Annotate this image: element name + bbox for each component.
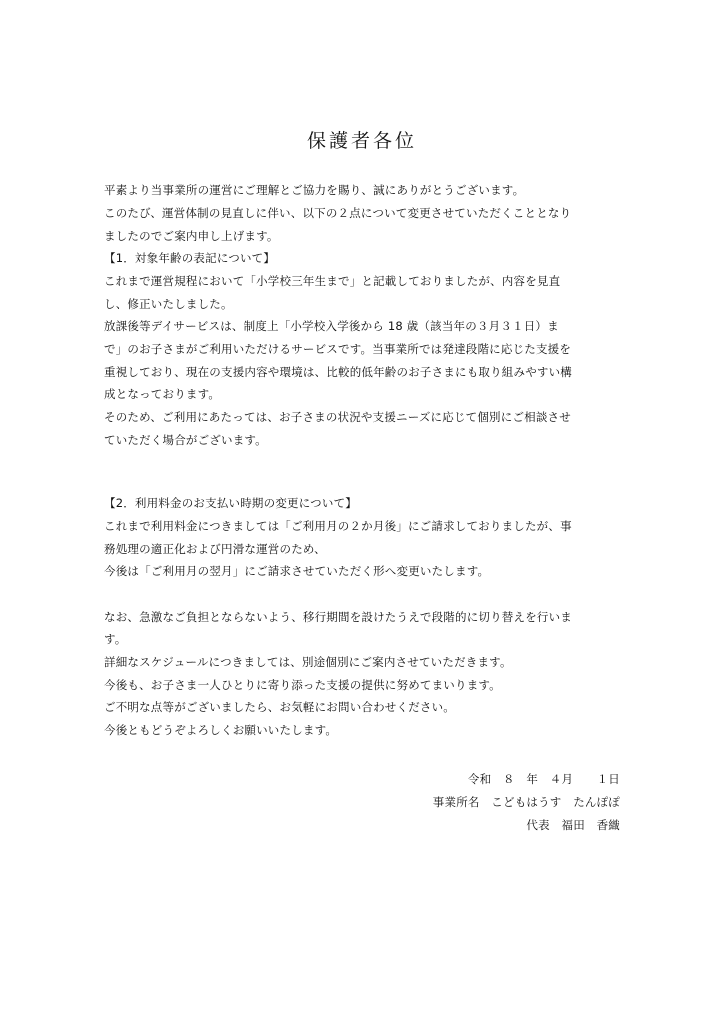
body-line: で」のお子さまがご利用いただけるサービスです。当事業所では発達段階に応じた支援を <box>104 342 572 356</box>
body-line: 務処理の適正化および円滑な運営のため、 <box>104 542 326 556</box>
body-line: 放課後等デイサービスは、制度上「小学校入学後から 18 歳（該当年の３月３１日）ま <box>104 319 559 333</box>
page-title: 保護者各位 <box>306 130 417 152</box>
body-line: 今後も、お子さま一人ひとりに寄り添った支援の提供に努めてまいります。 <box>104 678 501 692</box>
body-line: す。 <box>104 632 127 646</box>
body-line: これまで運営規程において「小学校三年生まで」と記載しておりましたが、内容を見直 <box>104 274 561 288</box>
body-line: し、修正いたしました。 <box>104 297 233 311</box>
body-line: ご不明な点等がございましたら、お気軽にお問い合わせください。 <box>104 700 455 714</box>
body-line: 今後ともどうぞよろしくお願いいたします。 <box>104 723 338 737</box>
date: 令和 ８ 年 ４月 １日 <box>467 772 620 786</box>
body-line: ていただく場合がございます。 <box>104 433 267 447</box>
body-line: なお、急激なご負担とならないよう、移行期間を設けたうえで段階的に切り替えを行いま <box>104 610 572 624</box>
body-line: このたび、運営体制の見直しに伴い、以下の２点について変更させていただくこととなり <box>104 206 572 220</box>
body-line: 詳細なスケジュールにつきましては、別途個別にご案内させていただきます。 <box>104 655 512 669</box>
body-line: 成となっております。 <box>104 387 221 401</box>
section-heading-1: 【1．対象年齢の表記について】 <box>104 251 276 265</box>
body-line: これまで利用料金につきましては「ご利用月の２か月後」にご請求しておりましたが、事 <box>104 519 572 533</box>
body-line: そのため、ご利用にあたっては、お子さまの状況や支援ニーズに応じて個別にご相談させ <box>104 410 571 424</box>
section-heading-2: 【2．利用料金のお支払い時期の変更について】 <box>104 496 357 510</box>
body-line: ましたのでご案内申し上げます。 <box>104 229 279 243</box>
representative: 代表 福田 香織 <box>526 818 620 832</box>
body-line: 平素より当事業所の運営にご理解とご協力を賜り、誠にありがとうございます。 <box>104 183 525 197</box>
body-line: 今後は「ご利用月の翌月」にご請求させていただく形へ変更いたします。 <box>104 564 490 578</box>
body-line: 重視しており、現在の支援内容や環境は、比較的低年齢のお子さまにも取り組みやすい構 <box>104 365 572 379</box>
office-name: 事業所名 こどもはうす たんぽぽ <box>432 795 620 809</box>
